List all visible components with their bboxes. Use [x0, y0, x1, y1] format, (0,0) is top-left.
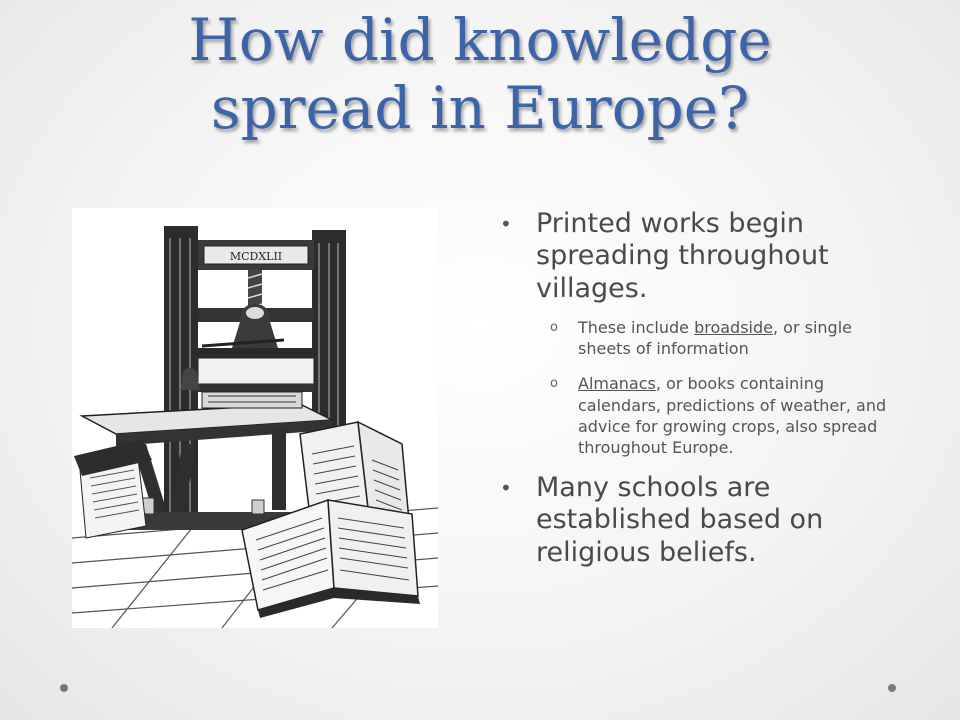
bullet-dot-icon: • [500, 475, 512, 500]
bullet-dot-icon: • [500, 212, 512, 236]
sub-bullet-almanacs [500, 373, 900, 457]
printing-press-image [72, 208, 438, 628]
bullet-text: Many schools are established based on religious beliefs. [536, 471, 824, 568]
bullet-text: Printed works begin spreading throughout villages. [536, 208, 829, 304]
corner-dot-right-icon [888, 684, 896, 692]
bullet-printed-works [500, 208, 900, 305]
slide-title [0, 6, 960, 143]
sub-text-before: These include [578, 318, 695, 338]
sub-bullet-marker-icon: o [550, 320, 558, 336]
press-plate-text: MCDXLII [229, 250, 283, 263]
title-line-1: How did knowledge [188, 6, 772, 74]
broadside-link[interactable]: broadside [694, 318, 773, 338]
title-line-2: spread in Europe? [210, 74, 750, 143]
sub-bullet-broadside [500, 317, 900, 359]
almanacs-link[interactable]: Almanacs [578, 374, 656, 394]
slide-body [500, 208, 900, 581]
sub-bullet-marker-icon: o [550, 376, 558, 392]
corner-dot-left-icon [60, 684, 68, 692]
bullet-schools [500, 472, 900, 569]
sub-text-after: , or books containing calendars, predictions of weather, and advice for growing crops, also spread throughout Europe. [578, 374, 887, 457]
sub-text-after: , or single sheets of information [578, 318, 852, 359]
